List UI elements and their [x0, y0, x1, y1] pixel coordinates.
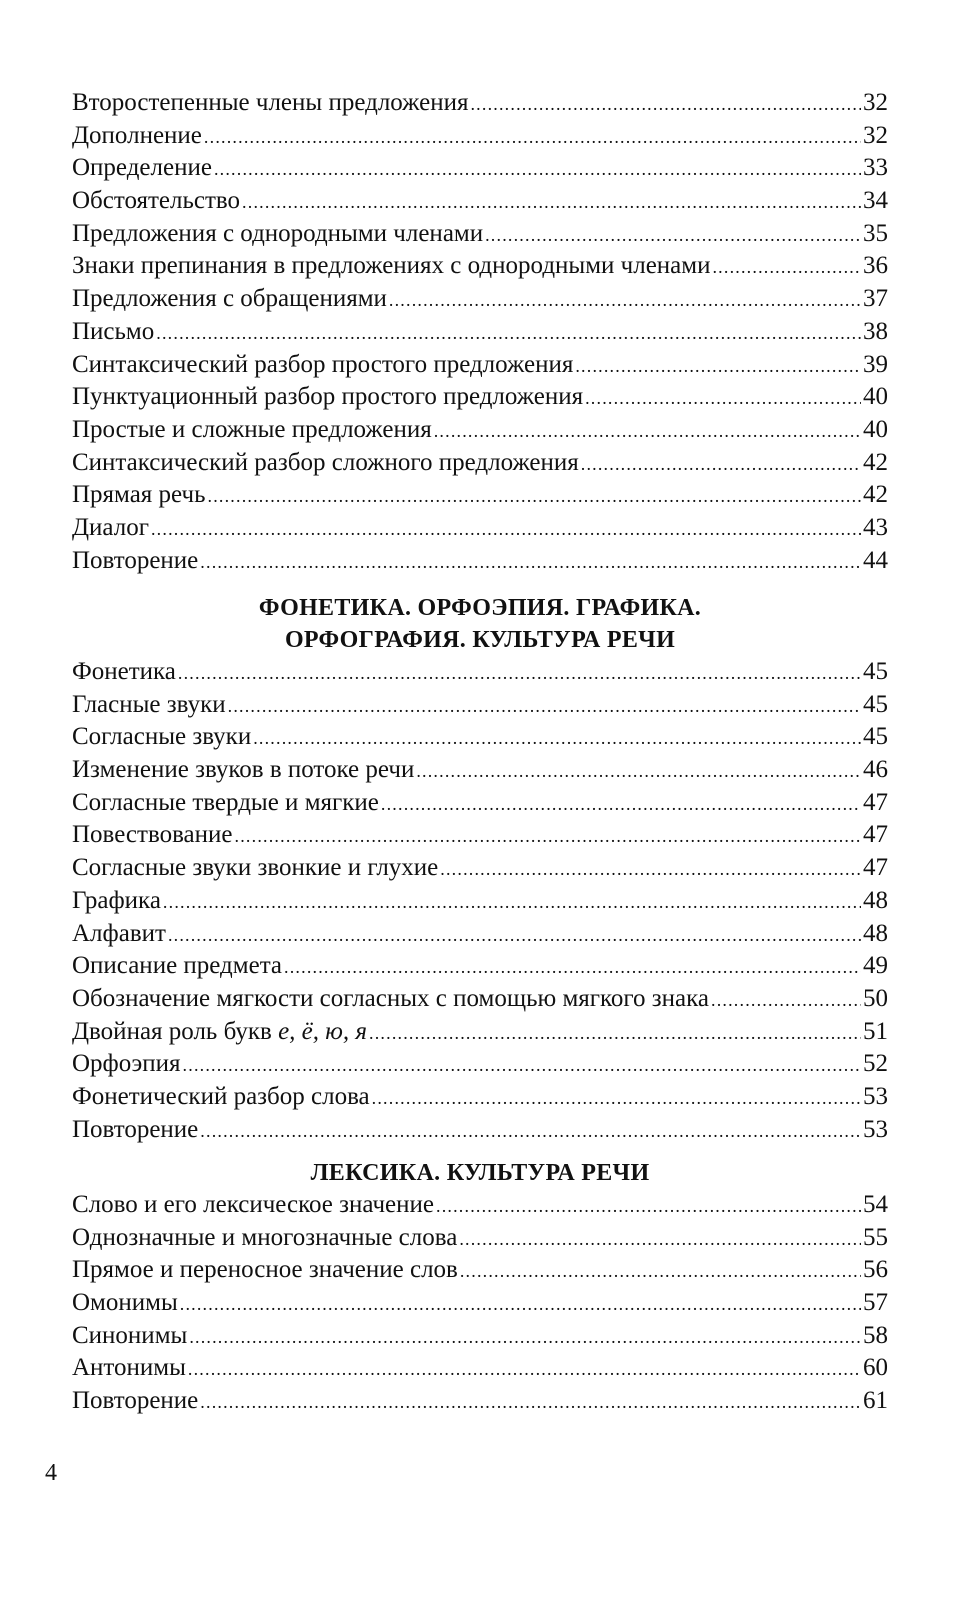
toc-entry-page: 52: [863, 1050, 888, 1078]
toc-entry-page: 61: [863, 1387, 888, 1415]
toc-entry-title: [72, 1287, 178, 1320]
toc-entry-title: [72, 983, 709, 1016]
dot-leader: [389, 284, 861, 317]
toc-entry-title: [72, 349, 573, 382]
toc-entry-title: [72, 885, 161, 918]
toc-entry-title: [72, 1254, 458, 1287]
toc-entry-title-text: Обозначение мягкости согласных с помощью мягкого знака: [72, 984, 709, 1012]
dot-leader: [485, 219, 861, 252]
toc-entry-page: 48: [863, 919, 888, 947]
toc-entry-page: 34: [863, 187, 888, 215]
toc-entry-title-text: Второстепенные члены предложения: [72, 89, 469, 116]
toc-entry: [72, 87, 888, 120]
toc-entry: [72, 1385, 888, 1418]
toc-entry-title-text: Повествование: [72, 821, 233, 849]
toc-entry-title-italic: е, ё, ю, я: [278, 1017, 368, 1045]
toc-entry-title: [72, 218, 483, 251]
toc-entry-page: 54: [863, 1191, 888, 1218]
dot-leader: [208, 480, 862, 513]
toc-entry-title: [72, 754, 414, 787]
dot-leader: [156, 317, 861, 350]
toc-entry-page: 37: [863, 285, 888, 313]
toc-entry-title-text: Синонимы: [72, 1321, 188, 1349]
toc-entry-title: [72, 787, 379, 820]
toc-entry-title: [72, 185, 240, 218]
toc-entry: [72, 983, 888, 1016]
toc-entry: [72, 1114, 888, 1147]
toc-entry: [72, 152, 888, 185]
dot-leader: [188, 1353, 861, 1386]
toc-entry: [72, 1048, 888, 1081]
toc-entry-page: 43: [863, 513, 888, 541]
toc-entry-page: 55: [863, 1223, 888, 1251]
toc-entry-page: 45: [863, 690, 888, 718]
toc-entry-title-text: Омонимы: [72, 1289, 178, 1317]
toc-entry-page: 42: [863, 481, 888, 509]
dot-leader: [204, 121, 861, 154]
toc-entry: [72, 819, 888, 852]
dot-leader: [163, 886, 861, 919]
dot-leader: [459, 1223, 861, 1256]
toc-entry: [72, 381, 888, 414]
toc-entry-title: [72, 852, 438, 885]
dot-leader: [189, 1321, 861, 1354]
toc-entry-page: 45: [863, 658, 888, 685]
toc-entry-title: [72, 381, 583, 414]
toc-entry-page: 44: [863, 546, 888, 574]
toc-entry: [72, 218, 888, 251]
section-heading: ОРФОГРАФИЯ. КУЛЬТУРА РЕЧИ: [284, 627, 676, 653]
toc-entry-title-text: Прямое и переносное значение слов: [72, 1256, 458, 1284]
dot-leader: [470, 88, 861, 121]
dot-leader: [436, 1190, 861, 1223]
dot-leader: [253, 722, 861, 755]
toc-entry-title-text: Дополнение: [72, 121, 202, 149]
toc-entry-title-text: Орфоэпия: [72, 1050, 181, 1078]
toc-entry-title: [72, 250, 710, 283]
toc-entry: [72, 656, 888, 689]
toc-entry-page: 33: [863, 154, 888, 182]
toc-entry: [72, 1016, 888, 1049]
toc-entry-title-text: Антонимы: [72, 1354, 186, 1382]
toc-entry-page: 47: [863, 821, 888, 849]
toc-entry-title: [72, 447, 579, 480]
dot-leader: [284, 951, 861, 984]
toc-section-syntax: [72, 87, 888, 577]
toc-entry-title: [72, 120, 202, 153]
toc-entry-title-text: Определение: [72, 154, 212, 182]
toc-entry-title-text: Пунктуационный разбор простого предложения: [72, 383, 584, 411]
toc-entry-page: 32: [863, 121, 888, 149]
toc-entry-page: 58: [863, 1321, 888, 1349]
toc-entry-title-text: Алфавит: [72, 919, 166, 947]
toc-entry-page: 36: [863, 252, 888, 280]
toc-entry: [72, 316, 888, 349]
toc-entry-title: [72, 1222, 457, 1255]
toc-entry-page: 45: [863, 723, 888, 751]
toc-entry-title-text: Синтаксический разбор сложного предложения: [72, 448, 579, 476]
toc-entry-page: 51: [863, 1017, 888, 1045]
dot-leader: [711, 984, 861, 1017]
toc-entry-title-text: Предложения с обращениями: [72, 285, 387, 313]
toc-entry-page: 35: [863, 219, 888, 247]
toc-entry-title: [72, 1189, 434, 1222]
toc-entry-title-text: Простые и сложные предложения: [72, 415, 432, 443]
toc-entry-title: [72, 152, 212, 185]
dot-leader: [369, 1017, 861, 1050]
toc-entry: [72, 349, 888, 382]
toc-entry-title: [72, 479, 206, 512]
toc-entry: [72, 950, 888, 983]
toc-entry-title-text: Графика: [72, 886, 161, 914]
toc-entry: [72, 447, 888, 480]
toc-entry: [72, 885, 888, 918]
dot-leader: [585, 382, 861, 415]
section-heading: ФОНЕТИКА. ОРФОЭПИЯ. ГРАФИКА.: [258, 595, 702, 621]
section-heading: ЛЕКСИКА. КУЛЬТУРА РЕЧИ: [310, 1160, 650, 1186]
toc-entry-title: [72, 545, 198, 578]
toc-entry-title-text: Прямая речь: [72, 481, 206, 509]
dot-leader: [180, 1288, 861, 1321]
toc-entry-page: 48: [863, 886, 888, 914]
toc-entry-page: 47: [863, 854, 888, 882]
toc-entry-title: [72, 283, 387, 316]
toc-entry-title: [72, 512, 149, 545]
toc-entry-title-text: Синтаксический разбор простого предложения: [72, 350, 574, 378]
toc-entry-title: [72, 721, 251, 754]
toc-entry-title-text: Письмо: [72, 317, 155, 345]
toc-entry: [72, 1222, 888, 1255]
toc-entry-title: [72, 656, 176, 689]
toc-entry: [72, 689, 888, 722]
toc-entry-page: 39: [863, 350, 888, 378]
toc-entry-title: [72, 1081, 370, 1114]
toc-entry-title-text: Знаки препинания в предложениях с однородными членами: [72, 252, 711, 280]
toc-entry-page: 32: [863, 89, 888, 116]
toc-entry: [72, 1189, 888, 1222]
dot-leader: [372, 1082, 861, 1115]
toc-entry-page: 40: [863, 415, 888, 443]
toc-entry: [72, 283, 888, 316]
toc-entry-page: 50: [863, 984, 888, 1012]
dot-leader: [214, 153, 861, 186]
dot-leader: [151, 513, 861, 546]
toc-entry-page: 47: [863, 788, 888, 816]
toc-entry-page: 56: [863, 1256, 888, 1284]
toc-entry-title-text: Двойная роль букв: [72, 1017, 279, 1045]
toc-entry-title: [72, 819, 233, 852]
toc-entry: [72, 120, 888, 153]
toc-entry-title-text: Гласные звуки: [72, 690, 226, 718]
dot-leader: [581, 448, 861, 481]
toc-entry: [72, 852, 888, 885]
toc-entry: [72, 1320, 888, 1353]
toc-entry-page: 38: [863, 317, 888, 345]
toc-entry: [72, 754, 888, 787]
toc-entry: [72, 1081, 888, 1114]
toc-entry: [72, 1352, 888, 1385]
toc-entry-title: [72, 689, 226, 722]
toc-entry-page: 40: [863, 383, 888, 411]
toc-entry-title: [72, 1385, 198, 1418]
toc-entry-title: [72, 316, 154, 349]
toc-entry: [72, 250, 888, 283]
dot-leader: [575, 350, 861, 383]
toc-entry-title-text: Диалог: [72, 513, 149, 541]
toc-entry-title-text: Согласные звуки: [72, 723, 252, 751]
toc-entry-title: [72, 1016, 367, 1049]
toc-entry-title: [72, 414, 432, 447]
dot-leader: [168, 919, 861, 952]
dot-leader: [440, 853, 861, 886]
toc-entry-title: [72, 87, 468, 120]
toc-entry-page: 53: [863, 1115, 888, 1143]
dot-leader: [228, 690, 861, 723]
toc-entry-page: 57: [863, 1289, 888, 1317]
toc-entry-page: 49: [863, 952, 888, 980]
dot-leader: [183, 1049, 861, 1082]
dot-leader: [460, 1255, 861, 1288]
dot-leader: [434, 415, 861, 448]
toc-section-phonetics: [72, 592, 888, 1146]
toc-entry: [72, 1254, 888, 1287]
toc-entry: [72, 414, 888, 447]
toc-entry: [72, 545, 888, 578]
toc-entry-title: [72, 1114, 198, 1147]
toc-entry-title: [72, 1320, 187, 1353]
dot-leader: [235, 820, 861, 853]
dot-leader: [416, 755, 861, 788]
toc-entry-title-text: Предложения с однородными членами: [72, 219, 484, 247]
dot-leader: [200, 546, 861, 579]
dot-leader: [381, 788, 861, 821]
toc-entry-title: [72, 918, 166, 951]
toc-entry-page: 46: [863, 756, 888, 784]
toc-entry-title-text: Повторение: [72, 546, 199, 574]
toc-entry-title-text: Фонетика: [72, 658, 176, 685]
dot-leader: [712, 251, 861, 284]
toc-section-lexics: [72, 1157, 888, 1418]
toc-entry-title-text: Согласные звуки звонкие и глухие: [72, 854, 439, 882]
toc-entry-title-text: Описание предмета: [72, 952, 283, 980]
toc-entry-page: 60: [863, 1354, 888, 1382]
dot-leader: [242, 186, 861, 219]
toc-entry-title: [72, 950, 282, 983]
toc-entry-page: 53: [863, 1082, 888, 1110]
dot-leader: [200, 1115, 861, 1148]
toc-entry: [72, 787, 888, 820]
toc-entry-title-text: Изменение звуков в потоке речи: [72, 756, 415, 784]
toc-entry-title: [72, 1048, 181, 1081]
toc-entry-title-text: Однозначные и многозначные слова: [72, 1223, 458, 1251]
toc-entry: [72, 1287, 888, 1320]
toc-entry: [72, 918, 888, 951]
dot-leader: [200, 1386, 861, 1419]
toc-entry-title-text: Обстоятельство: [72, 187, 241, 215]
toc-entry: [72, 185, 888, 218]
toc-entry-title-text: Согласные твердые и мягкие: [72, 788, 379, 816]
toc-entry-title-text: Повторение: [72, 1387, 199, 1415]
toc-entry: [72, 721, 888, 754]
toc-entry: [72, 512, 888, 545]
toc-entry-title-text: Слово и его лексическое значение: [72, 1191, 434, 1218]
toc-entry: [72, 479, 888, 512]
page-number: 4: [45, 1460, 57, 1486]
toc-entry-title-text: Фонетический разбор слова: [72, 1082, 370, 1110]
toc-entry-title-text: Повторение: [72, 1115, 199, 1143]
toc-entry-page: 42: [863, 448, 888, 476]
dot-leader: [178, 657, 861, 690]
toc-entry-title: [72, 1352, 186, 1385]
